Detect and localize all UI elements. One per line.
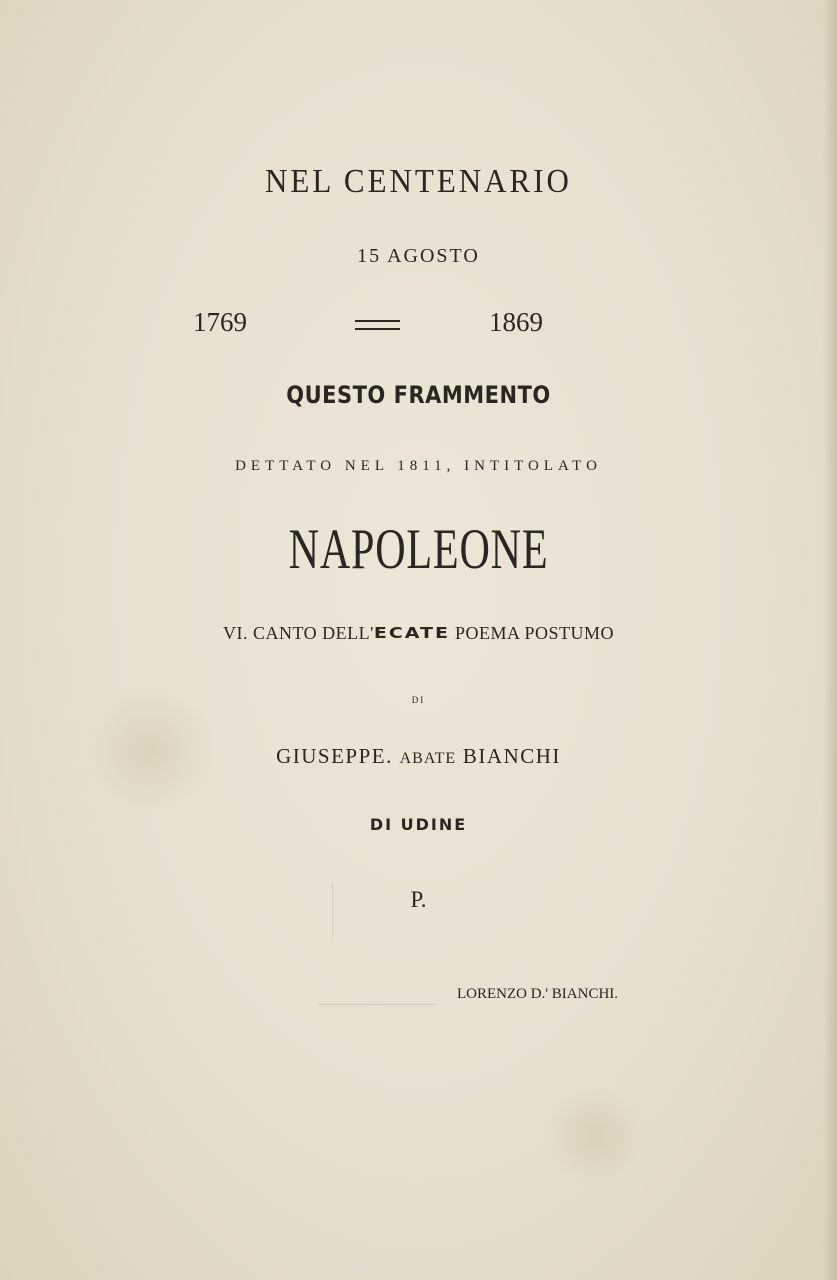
frammento-line: QUESTO FRAMMENTO xyxy=(286,381,551,409)
di-line: DI xyxy=(411,695,426,705)
faint-rule xyxy=(318,1004,436,1005)
canto-prefix: VI. CANTO DELL' xyxy=(222,623,374,643)
double-dash-rule xyxy=(355,320,400,330)
author-line: GIUSEPPE. ABATE BIANCHI xyxy=(276,744,561,768)
author-last-name: BIANCHI xyxy=(462,744,561,768)
dettato-line: DETTATO NEL 1811, INTITOLATO xyxy=(235,458,602,474)
canto-line xyxy=(0,622,837,644)
signature-line: LORENZO D.' BIANCHI. xyxy=(457,986,619,1002)
paper-stain xyxy=(540,1090,650,1180)
main-title: NAPOLEONE xyxy=(288,517,549,581)
author-title: ABATE xyxy=(399,750,457,767)
canto-suffix: POEMA POSTUMO xyxy=(454,623,615,643)
canto-work-title: ECATE xyxy=(373,624,450,642)
year-end: 1869 xyxy=(489,307,543,337)
p-mark: P. xyxy=(410,887,427,912)
date-line: 15 AGOSTO xyxy=(357,245,480,267)
origin-line: DI UDINE xyxy=(369,815,468,834)
author-first-name: GIUSEPPE xyxy=(276,744,387,768)
year-start: 1769 xyxy=(193,307,247,337)
heading-centenario: NEL CENTENARIO xyxy=(265,161,572,200)
